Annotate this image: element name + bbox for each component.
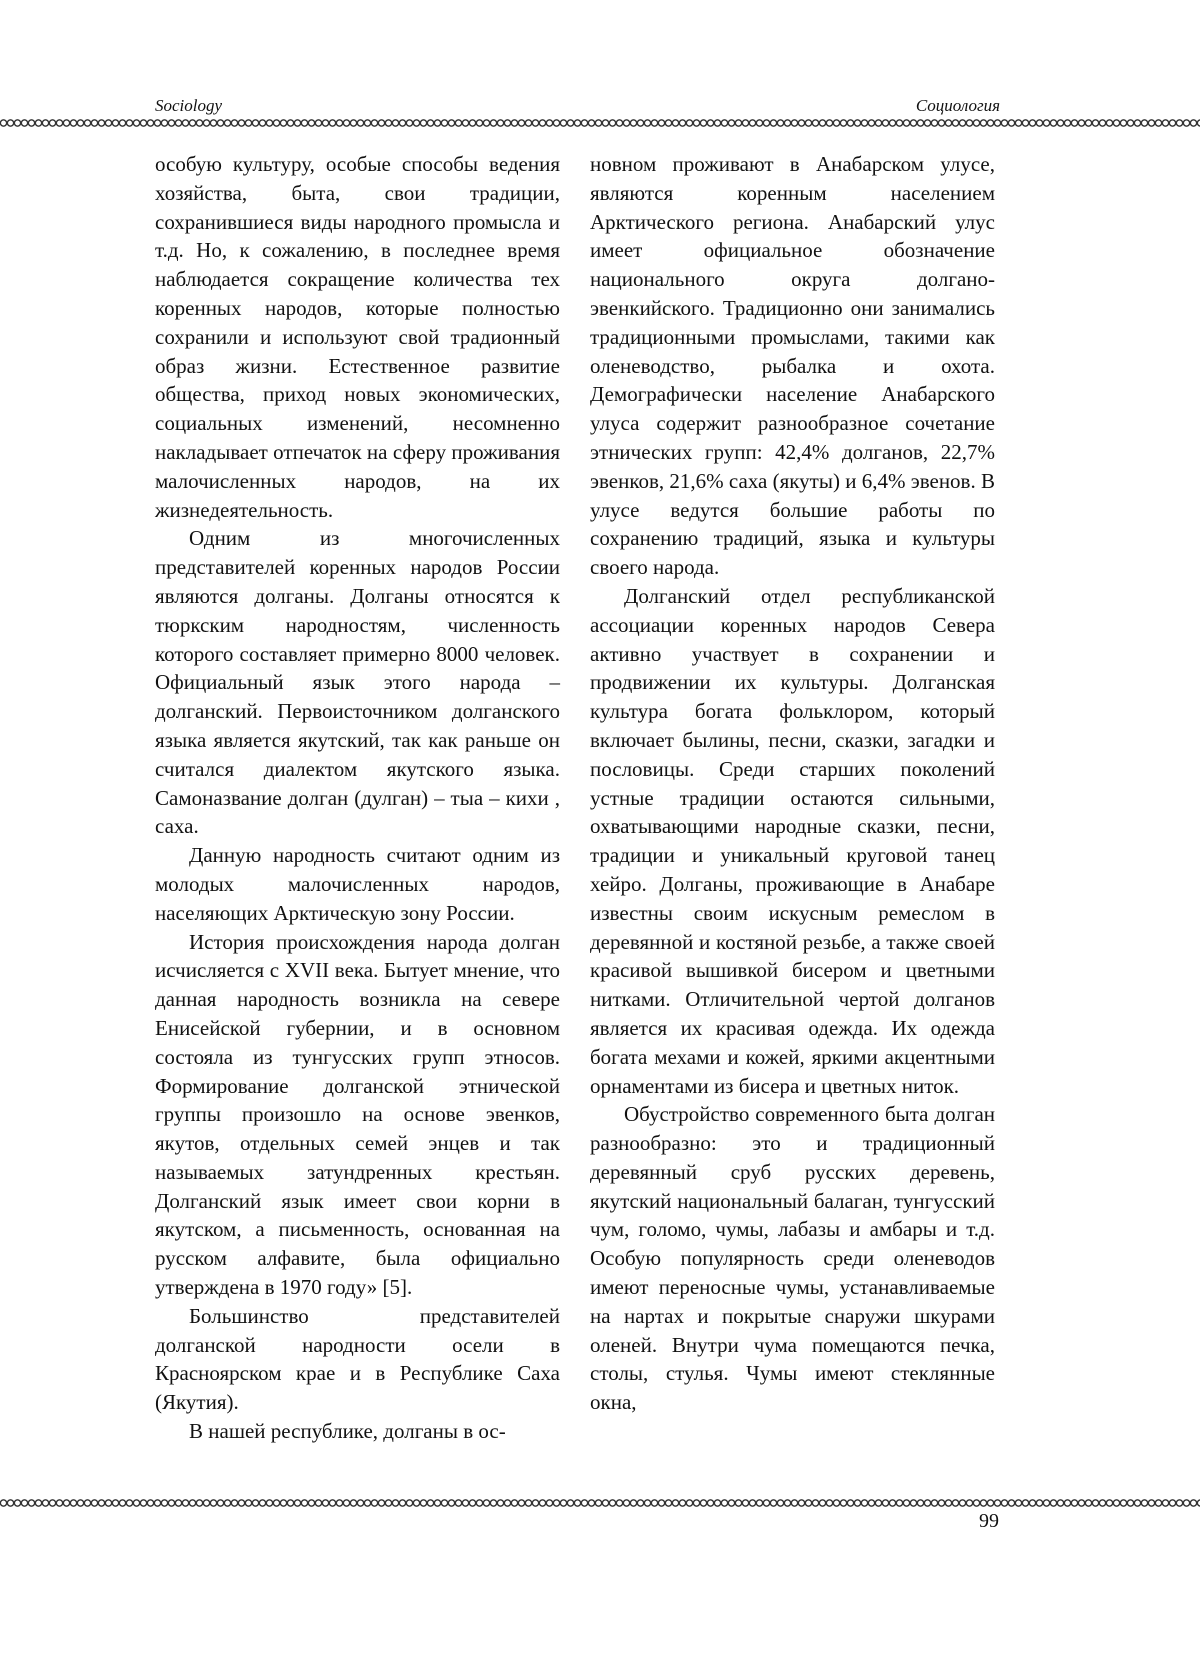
paragraph: История происхождения народа долган исчисляется с XVII века. Бытует мнение, что данная народность возникла на севере Енисейской губернии, и в основном состояла из тунгусских групп этносов. Формирование долганской этнической группы произошло на основе эвенков, якутов, отдельных семей энцев и так называемых затундренных крестьян. Долганский язык имеет свои корни в якутском, а письменность, основанная на русском алфавите, была официально утверждена в 1970 году» [5]. <box>155 929 560 1300</box>
paragraph: Долганский отдел республиканской ассоциации коренных народов Севера активно участвует в сохранении и продвижении их культуры. Долганская культура богата фольклором, который включает былины, песни, сказки, загадки и пословицы. Среди старших поколений устные традиции остаются сильными, охватывающими народные сказки, песни, традиции и уникальный круговой танец хейро. Долганы, проживающие в Анабаре известны своим искусным ремеслом в деревянной и костяной резьбе, а также своей красивой вышивкой бисером и цветными нитками. Отличительной чертой долганов является их красивая одежда. Их одежда богата мехами и кожей, яркими акцентными орнаментами из бисера и цветных ниток. <box>590 583 995 1098</box>
paragraph: Обустройство современного быта долган разнообразно: это и традиционный деревянный сруб русских деревень, якутский национальный балаган, тунгусский чум, голомо, чумы, лабазы и амбары и т.д. Особую популярность среди оленеводов имеют переносные чумы, устанавливаемые на нартах и покрытые снаружи шкурами оленей. Внутри чума помещаются печка, столы, стулья. Чумы имеют стеклянные окна, <box>590 1102 995 1415</box>
paragraph: Большинство представителей долганской народности осели в Красноярском крае и в Республике Саха (Якутия). <box>155 1303 560 1415</box>
page-number: 99 <box>979 1510 999 1532</box>
paragraph: Одним из многочисленных представителей коренных народов России являются долганы. Долганы относятся к тюркским народностям, численность которого составляет примерно 8000 человек. Официальный язык этого народа – долганский. Первоисточником долганского языка является якутский, так как раньше он считался диалектом якутского языка. Самоназвание долган (дулган) – тыа – кихи , саха. <box>155 526 560 839</box>
bottom-ornament-border <box>0 1498 1200 1508</box>
paragraph: особую культуру, особые способы ведения хозяйства, быта, свои традиции, сохранившиеся виды народного промысла и т.д. Но, к сожалению, в последнее время наблюдается сокращение количества тех коренных народов, которые полностью сохранили и используют свой традионный образ жизни. Естественное развитие общества, приход новых экономических, социальных изменений, несомненно накладывает отпечаток на сферу проживания малочисленных народов, на их жизнедеятельность. <box>155 152 560 522</box>
paragraph: Данную народность считают одним из молодых малочисленных народов, населяющих Арктическую зону России. <box>155 843 560 925</box>
right-column <box>590 150 995 1417</box>
header-section-ru: Социология <box>915 96 1000 115</box>
running-header <box>155 96 1000 118</box>
paragraph: В нашей республике, долганы в ос- <box>189 1419 506 1444</box>
left-column <box>155 150 560 1446</box>
top-ornament-border <box>0 118 1200 128</box>
header-section-en: Sociology <box>155 96 223 115</box>
paragraph: новном проживают в Анабарском улусе, являются коренным населением Арктического региона. Анабарский улус имеет официальное обозначение национального округа долгано-эвенкийского. Традиционно они занимались традиционными промыслами, такими как оленеводство, рыбалка и охота. Демографически население Анабарского улуса содержит разнообразное сочетание этнических групп: 42,4% долганов, 22,7% эвенков, 21,6% саха (якуты) и 6,4% эвенов. В улусе ведутся большие работы по сохранению традиций, языка и культуры своего народа. <box>590 152 995 580</box>
